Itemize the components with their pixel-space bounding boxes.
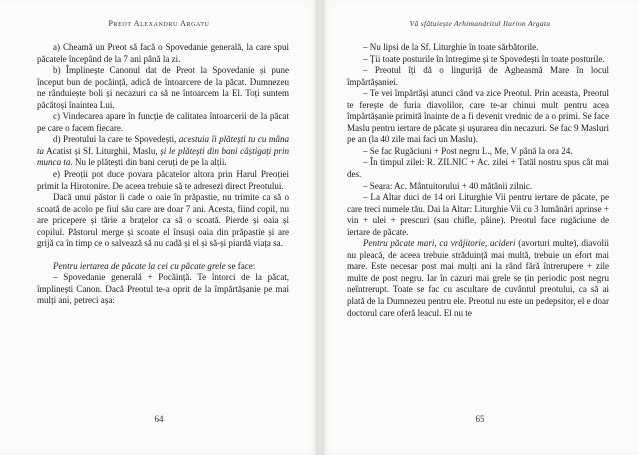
paragraph-text: e) Preoții pot duce povara păcatelor altora prin Harul Preoției primit la Hirotonire. De aceea trebuie să te adresezi direct Preotului.	[37, 169, 289, 191]
paragraph-text: – Se fac Rugăciuni + Post negru L., Me, V până la ora 24.	[363, 145, 573, 156]
paragraph-item	[347, 65, 609, 88]
left-page-body	[37, 42, 289, 307]
paragraph-text: Nu le plătești din bani ceruți de pe la alții.	[72, 157, 227, 168]
running-head-right: Vă sfătuiește Arhimandritul Ilarion Argatu	[409, 19, 551, 28]
paragraph-item	[347, 146, 609, 158]
paragraph-text: – Ții toate posturile în întregime și te Spovedești în toate posturile.	[363, 53, 605, 64]
paragraph-text: c) Vindecarea apare în funcție de calitatea întoarcerii de la păcat pe care o facem fiecare.	[37, 111, 289, 133]
paragraph-confession	[37, 272, 289, 307]
page-number-right: 65	[475, 414, 485, 424]
paragraph-text: – Spovedanie generală + Pocăință. Te întorci de la păcat, împlinești Canon. Dacă Preotul te-a oprit de la împărtășanie pe mai mulți ani, petreci așa:	[37, 272, 289, 306]
paragraph-item	[347, 192, 609, 238]
paragraph-shepherd	[37, 192, 289, 250]
paragraph-great-sins	[347, 238, 609, 319]
paragraph-item	[347, 157, 609, 180]
paragraph-text: a) Cheamă un Preot să facă o Spovedanie generală, la care spui păcatele începând de la 7 ani până la zi.	[37, 42, 289, 64]
paragraph-text: – Nu lipsi de la Sf. Liturghie în toate sărbătorile.	[363, 42, 539, 52]
paragraph-item	[347, 88, 609, 146]
left-page	[0, 0, 318, 455]
paragraph-text: (avorturi multe), diavolii nu pleacă, de aceea trebuie străduință mai multă, trebuie un efort mai mare. Este necesar post mai mulți ani la rând fără întrerupere + zile multe de post negru. Iar în cazuri mai grele se țin periodic post negru neîntrerupt. Toate se fac cu ascultare de cuvântul preotului, ca să ai plată de la Dumnezeu pentru ele. Preotul nu este un pedepsitor, el e doar doctorul care oferă leacul. El nu te	[347, 238, 610, 318]
page-number-left: 64	[154, 414, 164, 424]
running-head-left: Preot Alexandru Argatu	[108, 19, 210, 28]
paragraph-item	[347, 181, 609, 193]
paragraph-c	[37, 111, 289, 134]
paragraph-b	[37, 65, 289, 111]
emphasis-text: acestuia îi plătești tu cu mâna ta	[37, 134, 289, 156]
paragraph-text: – Seara: Ac. Mântuitorului + 40 mătănii zilnic.	[363, 180, 533, 191]
emphasis-text: Pentru iertarea de păcate la cei cu păcate grele	[53, 260, 226, 271]
paragraph-e	[37, 169, 289, 192]
paragraph-text: Dacă unui păstor îi cade o oaie în prăpastie, nu trimite ca să o scoată de acolo pe fiul său care are doar 7 ani. Acesta, fiind copil, nu are pricepere și tărie a brațelor ca să o scoată. Pierde și oaia și copilul. Păstorul merge și scoate el însuși oaia din prăpastie și are grijă ca în timp ce o salvează să nu cadă și el și să-și piardă viața sa.	[37, 192, 289, 249]
paragraph-item	[347, 54, 609, 66]
paragraph-a	[37, 42, 289, 65]
emphasis-text: și le plătești din bani câștigați prin munca ta.	[37, 145, 289, 168]
paragraph-text: Acatist și Sf. Liturghii, Maslu,	[44, 145, 161, 156]
paragraph-text: d) Preotului la care te Spovedești,	[53, 134, 179, 145]
paragraph-text: – Preotul îți dă o linguriță de Agheasmă Mare în locul împărtășaniei.	[347, 65, 609, 87]
paragraph-text: – Te vei împărtăși atunci când va zice Preotul. Prin aceasta, Preotul te ferește de furia diavolilor, care te-ar chinui mult pentru acea împărtășanie primită înainte de a fi devenit vrednic de a o primi. Se face Maslu pentru iertare de păcate și ușurarea din necazuri. Se fac 9 Masluri pe an (la 40 zile mai faci un Maslu).	[347, 88, 609, 145]
paragraph-text: se face:	[225, 260, 256, 271]
right-page	[322, 0, 638, 455]
paragraph-heavy-sins	[37, 261, 289, 273]
paragraph-text: – La Altar duci de 14 ori Liturghie Vii pentru iertare de păcate, pe care treci numele tău. Dai la Altar: Liturghie Vii cu 3 lumânări aprinse + vin + ulei + prescuri (sau chifle, pâine). Preotul face rugăciune de iertare de păcate.	[347, 192, 609, 237]
paragraph-item	[347, 42, 609, 54]
paragraph-d	[37, 134, 289, 169]
right-page-body	[347, 42, 609, 319]
emphasis-text: Pentru păcate mari, ca vrăjitorie, ucideri	[363, 238, 516, 249]
paragraph-text: b) Împlinește Canonul dat de Preot la Spovedanie și pune început bun de pocăință, adică de întoarcere de la păcat. Dumnezeu ne rânduiește boli și necazuri ca să ne întoarcem la El. Toți suntem păcătoși înaintea Lui.	[37, 65, 289, 110]
paragraph-text: – În timpul zilei: R. ZILNIC + Ac. zilei + Tatăl nostru spus cât mai des.	[347, 157, 609, 180]
